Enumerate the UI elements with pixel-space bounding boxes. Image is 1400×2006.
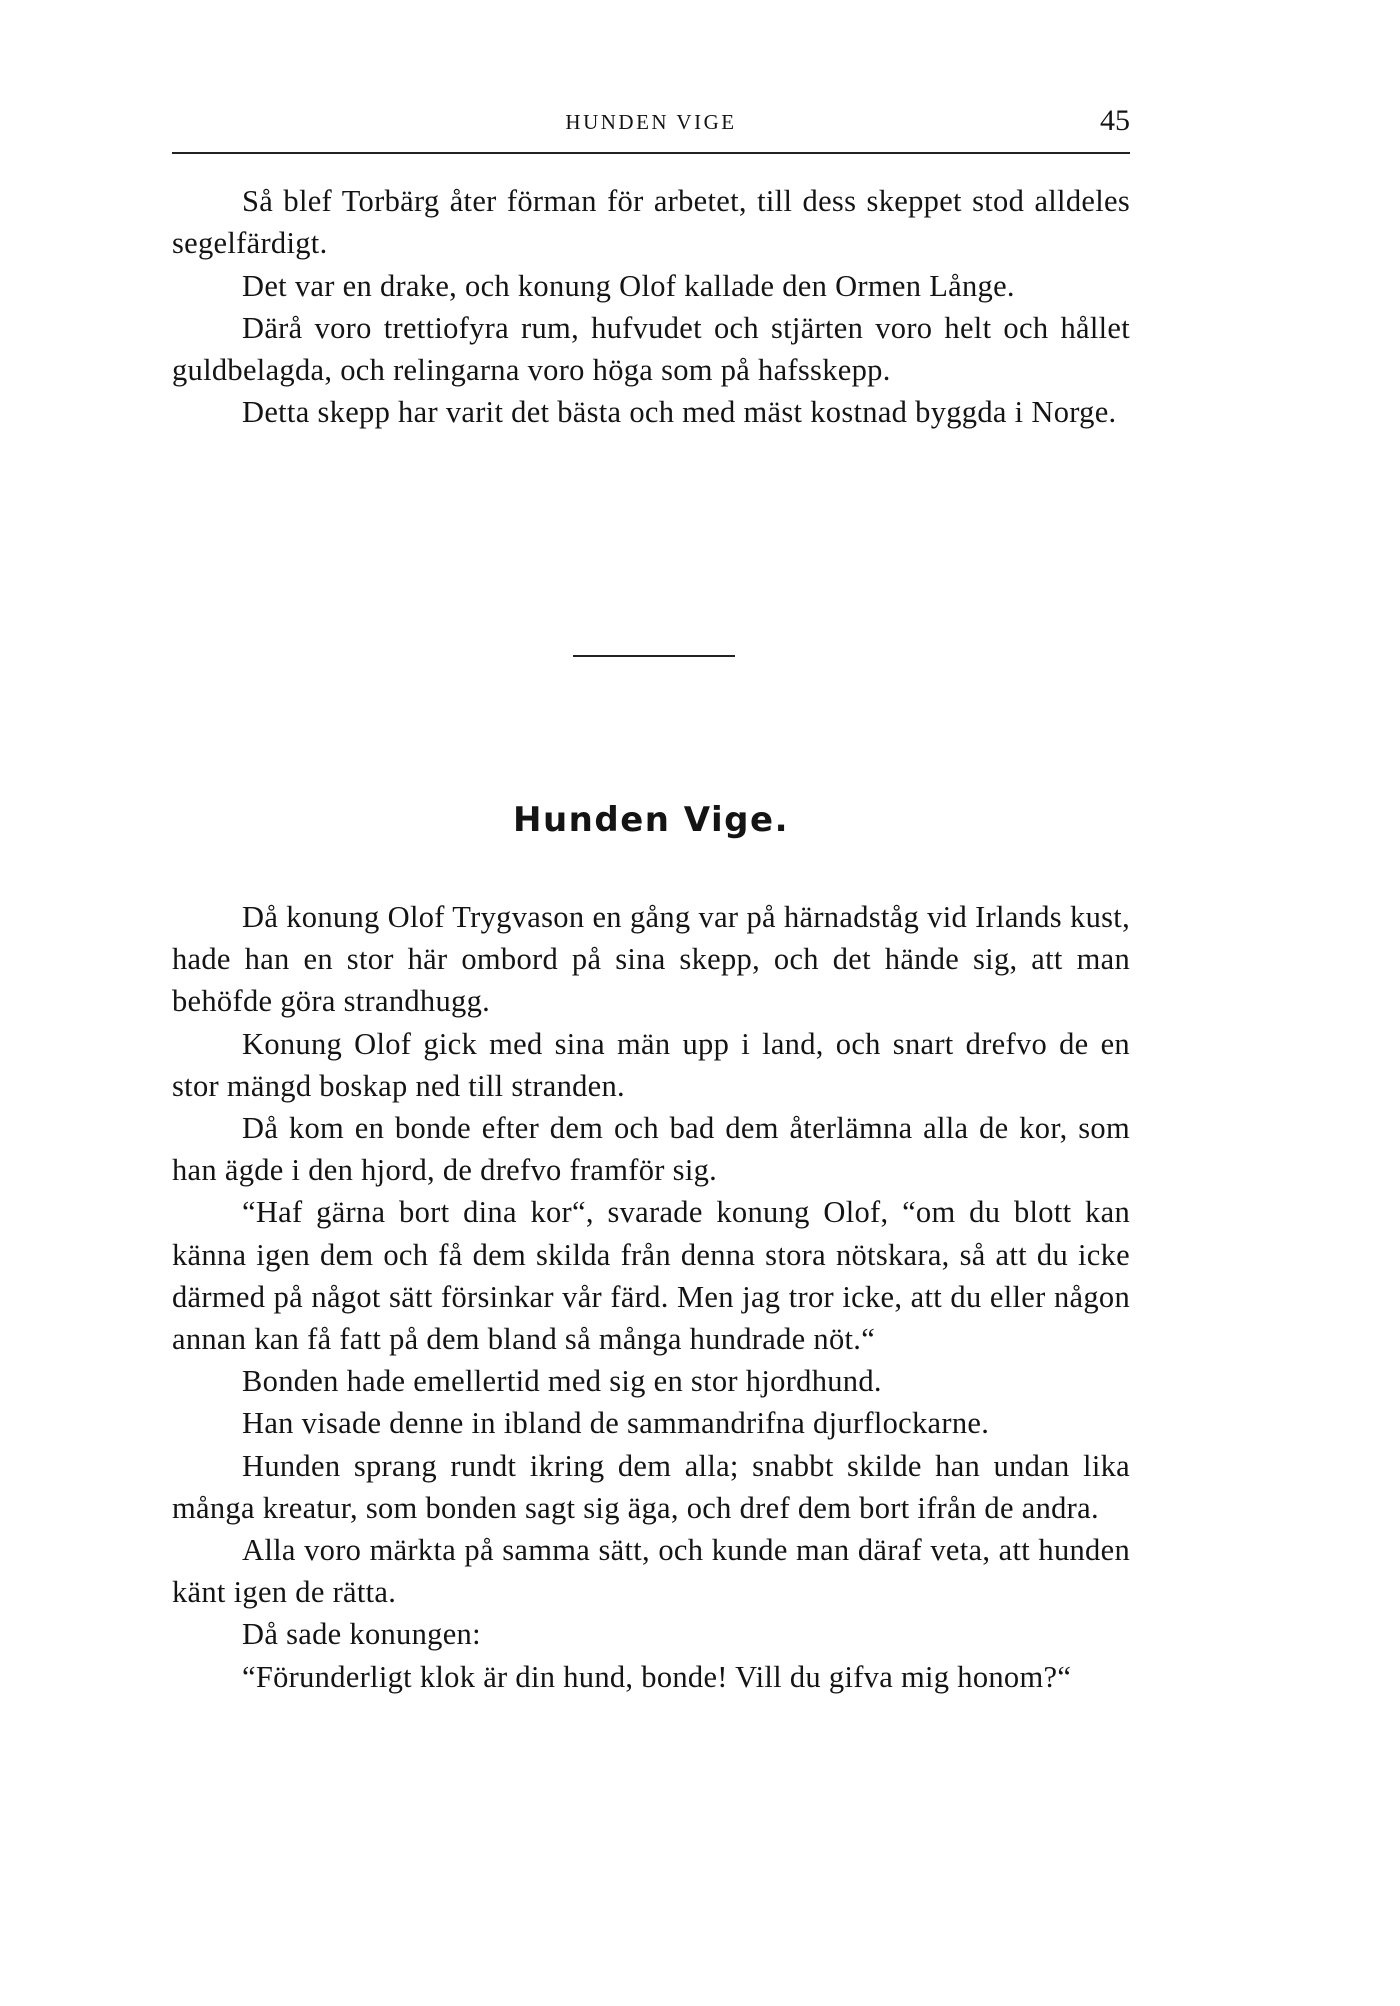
paragraph: Konung Olof gick med sina män upp i land, och snart drefvo de en stor mängd boskap ned till stranden.: [172, 1026, 1130, 1103]
paragraph: “Haf gärna bort dina kor“, svarade konung Olof, “om du blott kan känna igen dem och få dem skilda från denna stora nötskara, så att du icke därmed på något sätt försinkar vår färd. Men jag tror icke, att du eller någon annan kan få fatt på dem bland så många hundrade nöt.“: [172, 1195, 1130, 1357]
paragraph: Alla voro märkta på samma sätt, och kunde man däraf veta, att hunden känt igen de rätta.: [172, 1533, 1130, 1610]
previous-story-ending: [172, 180, 1130, 434]
running-head: HUNDEN VIGE: [565, 110, 737, 134]
paragraph: Då kom en bonde efter dem och bad dem återlämna alla de kor, som han ägde i den hjord, de drefvo framför sig.: [172, 1111, 1130, 1188]
header-rule: [172, 152, 1130, 154]
page-number: 45: [1100, 104, 1130, 137]
paragraph: Så blef Torbärg åter förman för arbetet, till dess skeppet stod alldeles segelfärdigt.: [172, 184, 1130, 261]
section-divider: [573, 655, 735, 657]
paragraph: Detta skepp har varit det bästa och med mäst kostnad byggda i Norge.: [242, 395, 1117, 430]
section-title: Hunden Vige.: [513, 800, 789, 840]
paragraph: Det var en drake, och konung Olof kallade den Ormen Långe.: [242, 268, 1015, 303]
paragraph: Därå voro trettiofyra rum, hufvudet och stjärten voro helt och hållet guldbelagda, och relingarna voro höga som på hafsskepp.: [172, 310, 1130, 388]
story-body: [172, 896, 1130, 1698]
page-header: [172, 106, 1130, 146]
paragraph: Han visade denne in ibland de sammandrifna djurflockarne.: [242, 1406, 990, 1441]
paragraph: Då konung Olof Trygvason en gång var på härnadståg vid Irlands kust, hade han en stor här ombord på sina skepp, och det hände sig, att man behöfde göra strandhugg.: [172, 900, 1130, 1019]
paragraph: “Förunderligt klok är din hund, bonde! Vill du gifva mig honom?“: [242, 1659, 1072, 1694]
paragraph: Bonden hade emellertid med sig en stor hjordhund.: [242, 1364, 882, 1399]
paragraph: Då sade konungen:: [242, 1617, 481, 1652]
paragraph: Hunden sprang rundt ikring dem alla; snabbt skilde han undan lika många kreatur, som bonden sagt sig äga, och dref dem bort ifrån de andra.: [172, 1448, 1130, 1525]
